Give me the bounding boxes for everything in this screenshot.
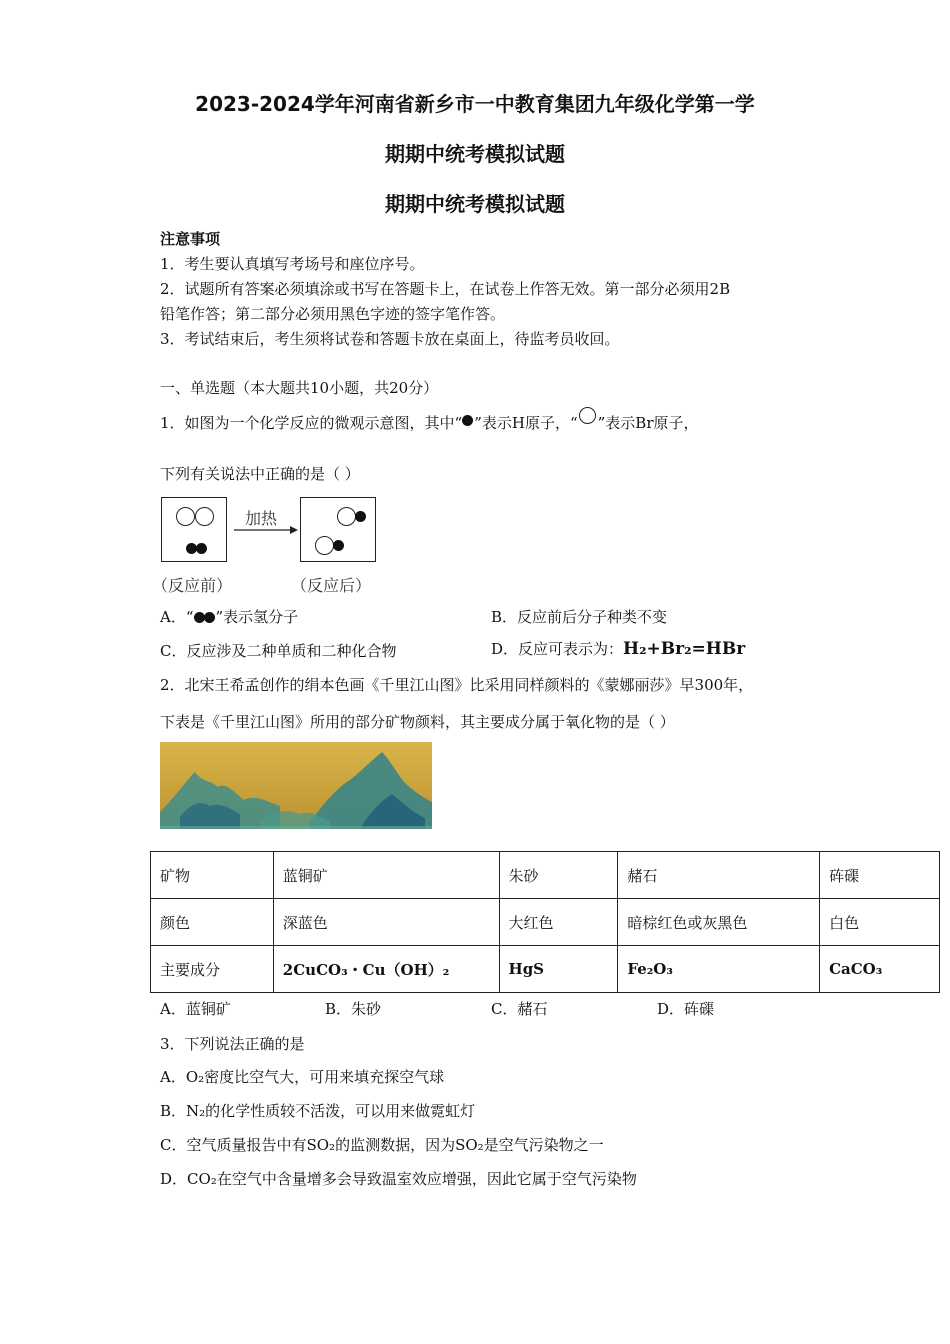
table-cell: 颜色 [151, 899, 274, 946]
br-atom-icon [337, 507, 356, 526]
br-atom-icon [176, 507, 195, 526]
table-cell: 蓝铜矿 [273, 852, 499, 899]
br-atom-icon [195, 507, 214, 526]
mineral-table [150, 851, 940, 993]
table-cell: 2CuCO₃・Cu（OH）₂ [273, 946, 499, 993]
section-heading: 一、单选题（本大题共10小题，共20分） [160, 379, 439, 397]
q2-stem-line2: 下表是《千里江山图》所用的部分矿物颜料，其主要成分属于氧化物的是（ ） [160, 713, 675, 731]
reaction-arrow-icon [232, 524, 298, 536]
table-row [151, 852, 940, 899]
q3-stem: 3．下列说法正确的是 [160, 1035, 305, 1053]
q1-option-a-prefix: A．“ [160, 608, 194, 626]
notice-item-2: 2．试题所有答案必须填涂或书写在答题卡上，在试卷上作答无效。第一部分必须用2B [160, 280, 731, 298]
table-row [151, 899, 940, 946]
exam-title-line1: 2023-2024学年河南省新乡市一中教育集团九年级化学第一学 [195, 92, 755, 116]
q1-option-a-suffix: ”表示氢分子 [215, 608, 299, 626]
q1-option-a [160, 606, 298, 627]
q2-stem-line1: 2．北宋王希孟创作的绢本色画《千里江山图》比采用同样颜料的《蒙娜丽莎》早300年， [160, 676, 754, 694]
notice-heading: 注意事项 [160, 230, 221, 248]
q1-option-d-prefix: D．反应可表示为： [491, 640, 624, 658]
table-cell: CaCO₃ [820, 946, 940, 993]
q1-option-c: C．反应涉及二种单质和二种化合物 [160, 642, 397, 660]
h-atom-icon [355, 511, 366, 522]
exam-title-line2: 期期中统考模拟试题 [385, 142, 565, 166]
table-cell: 主要成分 [151, 946, 274, 993]
table-cell: 暗棕红色或灰黑色 [618, 899, 820, 946]
table-cell: 大红色 [499, 899, 618, 946]
caption-after: （反应后） [291, 576, 372, 595]
notice-item-3: 3．考试结束后，考生须将试卷和答题卡放在桌面上，待监考员收回。 [160, 330, 620, 348]
arrow-label: 加热 [245, 509, 278, 528]
br-atom-icon [315, 536, 334, 555]
q2-option-a: A．蓝铜矿 [160, 1000, 231, 1018]
table-cell: HgS [499, 946, 618, 993]
landscape-painting-image [160, 742, 432, 829]
br-atom-icon [578, 415, 598, 433]
reaction-after-box [300, 497, 376, 562]
q1-option-b: B．反应前后分子种类不变 [491, 608, 668, 626]
table-row [151, 946, 940, 993]
q3-option-b: B．N₂的化学性质较不活泼，可以用来做霓虹灯 [160, 1102, 476, 1120]
table-cell: 赭石 [618, 852, 820, 899]
q3-option-d: D．CO₂在空气中含量增多会导致温室效应增强，因此它属于空气污染物 [160, 1170, 637, 1188]
q1-stem-part-c: ”表示Br原子， [597, 414, 699, 432]
q1-stem-part-b: ”表示H原子，“ [474, 414, 578, 432]
table-cell: Fe₂O₃ [618, 946, 820, 993]
q1-stem [160, 412, 699, 433]
h2-molecule-icon [194, 612, 216, 624]
q3-option-c: C．空气质量报告中有SO₂的监测数据，因为SO₂是空气污染物之一 [160, 1136, 604, 1154]
q1-stem-line2: 下列有关说法中正确的是（ ） [160, 465, 360, 483]
table-cell: 矿物 [151, 852, 274, 899]
q1-option-d [491, 638, 745, 659]
h-atom-icon [333, 540, 344, 551]
q2-option-b: B．朱砂 [325, 1000, 382, 1018]
table-cell: 朱砂 [499, 852, 618, 899]
caption-before: （反应前） [152, 576, 233, 595]
table-cell: 深蓝色 [273, 899, 499, 946]
q2-option-d: D．砗磲 [657, 1000, 715, 1018]
h-atom-icon [196, 543, 207, 554]
notice-item-2-cont: 铅笔作答；第二部分必须用黑色字迹的签字笔作答。 [160, 305, 506, 323]
h-atom-icon [462, 415, 474, 433]
q1-option-d-formula: H₂+Br₂=HBr [623, 639, 746, 659]
reaction-before-box [161, 497, 227, 562]
q3-option-a: A．O₂密度比空气大，可用来填充探空气球 [160, 1068, 445, 1086]
q2-option-c: C．赭石 [491, 1000, 548, 1018]
table-cell: 砗磲 [820, 852, 940, 899]
notice-item-1: 1．考生要认真填写考场号和座位序号。 [160, 255, 425, 273]
q1-stem-part-a: 1．如图为一个化学反应的微观示意图，其中“ [160, 414, 463, 432]
exam-title-line3: 期期中统考模拟试题 [385, 192, 565, 216]
table-cell: 白色 [820, 899, 940, 946]
